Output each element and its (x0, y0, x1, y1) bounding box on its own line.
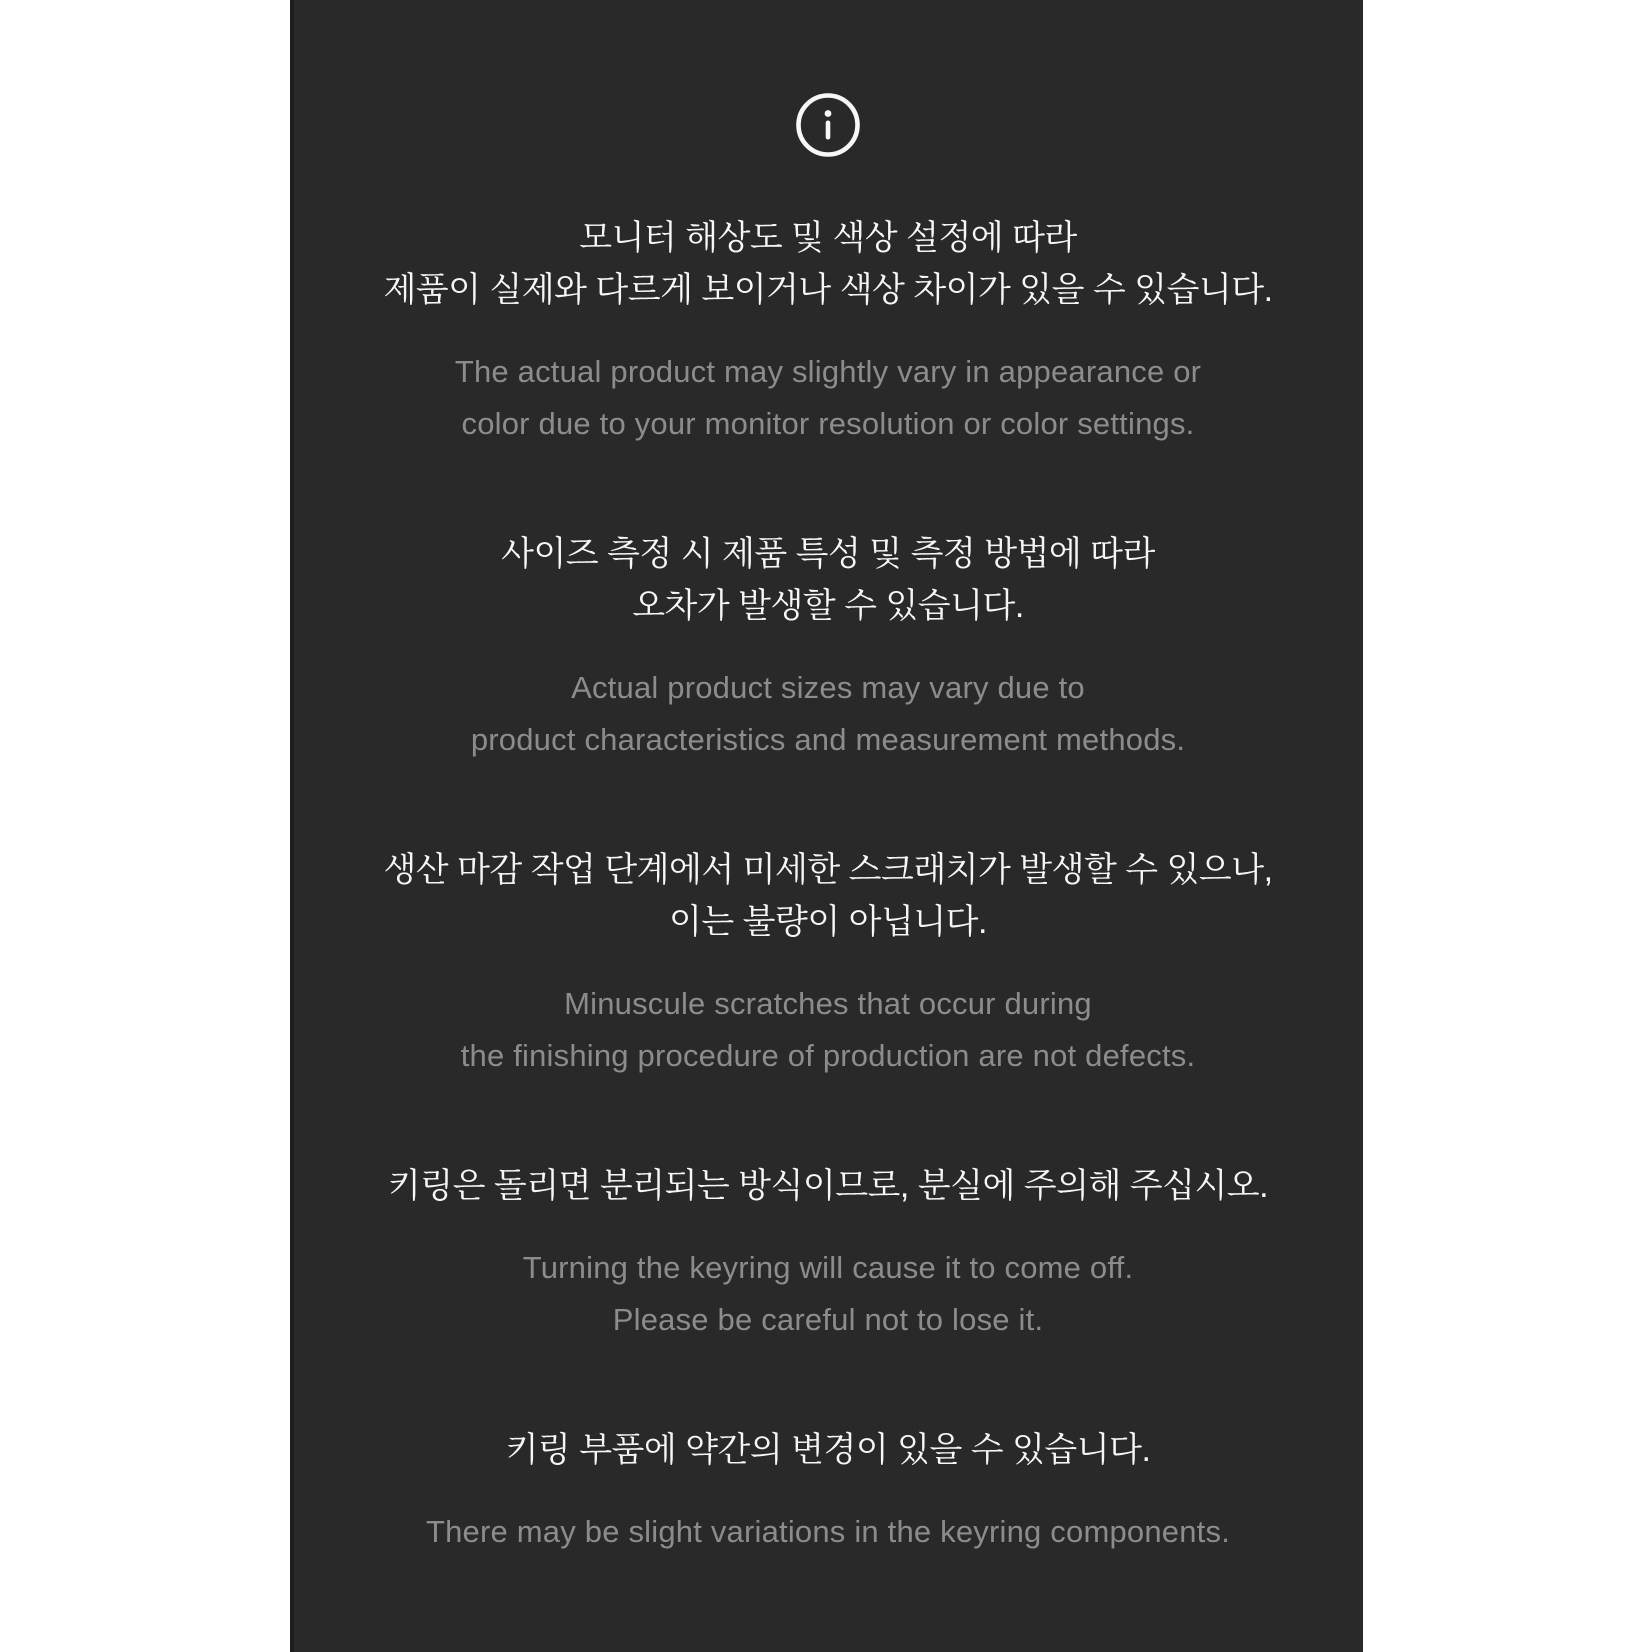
korean-heading (294, 212, 1363, 316)
notice-section-keyring-detach (294, 1160, 1363, 1346)
korean-text-line: 키링은 돌리면 분리되는 방식이므로, 분실에 주의해 주십시오. (387, 1167, 1269, 1205)
english-text-line: Minuscule scratches that occur during (564, 986, 1092, 1021)
product-notice-panel (290, 0, 1363, 1652)
info-icon (795, 92, 861, 158)
notice-section-size-tolerance (294, 528, 1363, 766)
english-text-line: Turning the keyring will cause it to come off. (522, 1250, 1134, 1285)
korean-heading (294, 844, 1363, 948)
korean-heading (294, 1160, 1363, 1212)
notice-section-scratches (294, 844, 1363, 1082)
korean-text-line: 생산 마감 작업 단계에서 미세한 스크래치가 발생할 수 있으나, (383, 851, 1273, 889)
korean-text-line: 오차가 발생할 수 있습니다. (632, 587, 1024, 625)
korean-heading (294, 528, 1363, 632)
english-text-line: color due to your monitor resolution or color settings. (461, 406, 1195, 441)
notice-section-keyring-components (294, 1424, 1363, 1558)
english-text-line: There may be slight variations in the keyring components. (425, 1514, 1231, 1549)
korean-text-line: 이는 불량이 아닙니다. (669, 903, 987, 941)
korean-heading (294, 1424, 1363, 1476)
korean-text-line: 키링 부품에 약간의 변경이 있을 수 있습니다. (505, 1431, 1151, 1469)
english-translation (294, 662, 1363, 766)
notice-section-monitor-color (294, 212, 1363, 450)
english-translation (294, 1506, 1363, 1558)
english-translation (294, 1242, 1363, 1346)
english-translation (294, 978, 1363, 1082)
english-text-line: the finishing procedure of production are not defects. (460, 1038, 1196, 1073)
korean-text-line: 제품이 실제와 다르게 보이거나 색상 차이가 있을 수 있습니다. (383, 271, 1273, 309)
korean-text-line: 사이즈 측정 시 제품 특성 및 측정 방법에 따라 (501, 535, 1155, 573)
korean-text-line: 모니터 해상도 및 색상 설정에 따라 (579, 219, 1077, 257)
english-text-line: product characteristics and measurement methods. (470, 722, 1186, 757)
english-text-line: The actual product may slightly vary in appearance or (454, 354, 1202, 389)
english-text-line: Please be careful not to lose it. (612, 1302, 1044, 1337)
english-translation (294, 346, 1363, 450)
english-text-line: Actual product sizes may vary due to (571, 670, 1085, 705)
